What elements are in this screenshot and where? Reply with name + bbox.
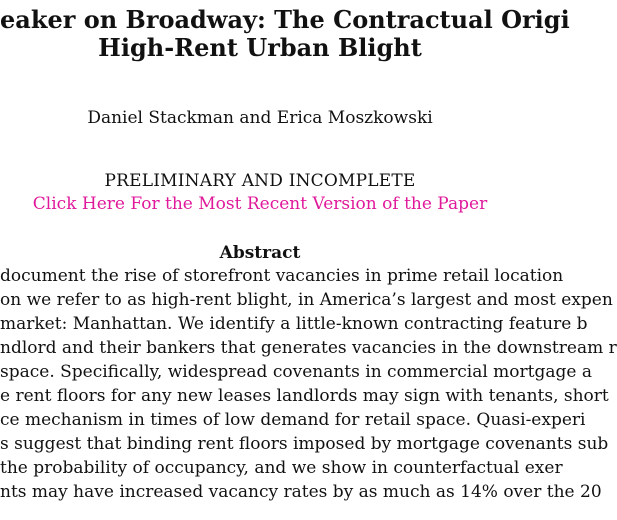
abstract-line: the probability of occupancy, and we show in counterfactual exer bbox=[0, 458, 563, 478]
abstract-line: s suggest that binding rent floors imposed by mortgage covenants sub bbox=[0, 434, 609, 454]
recent-version-link[interactable]: Click Here For the Most Recent Version of the Paper bbox=[32, 194, 488, 214]
abstract-line: ce mechanism in times of low demand for retail space. Quasi-experi bbox=[0, 410, 586, 430]
abstract-line: market: Manhattan. We identify a little-known contracting feature b bbox=[0, 314, 588, 334]
status-line: PRELIMINARY AND INCOMPLETE bbox=[104, 171, 416, 191]
authors: Daniel Stackman and Erica Moszkowski bbox=[87, 108, 433, 128]
abstract-line: nts may have increased vacancy rates by as much as 14% over the 20 bbox=[0, 482, 602, 502]
title-line-1: eaker on Broadway: The Contractual Origi bbox=[0, 5, 570, 34]
abstract-line: on we refer to as high-rent blight, in America’s largest and most expen bbox=[0, 290, 613, 310]
abstract-line: e rent floors for any new leases landlords may sign with tenants, short bbox=[0, 386, 609, 406]
abstract-line: ndlord and their bankers that generates vacancies in the downstream r bbox=[0, 338, 617, 358]
abstract-line: document the rise of storefront vacancies in prime retail location bbox=[0, 266, 564, 286]
abstract-heading: Abstract bbox=[219, 243, 301, 263]
title-line-2: High-Rent Urban Blight bbox=[98, 33, 422, 62]
abstract-line: space. Specifically, widespread covenants in commercial mortgage a bbox=[0, 362, 592, 382]
